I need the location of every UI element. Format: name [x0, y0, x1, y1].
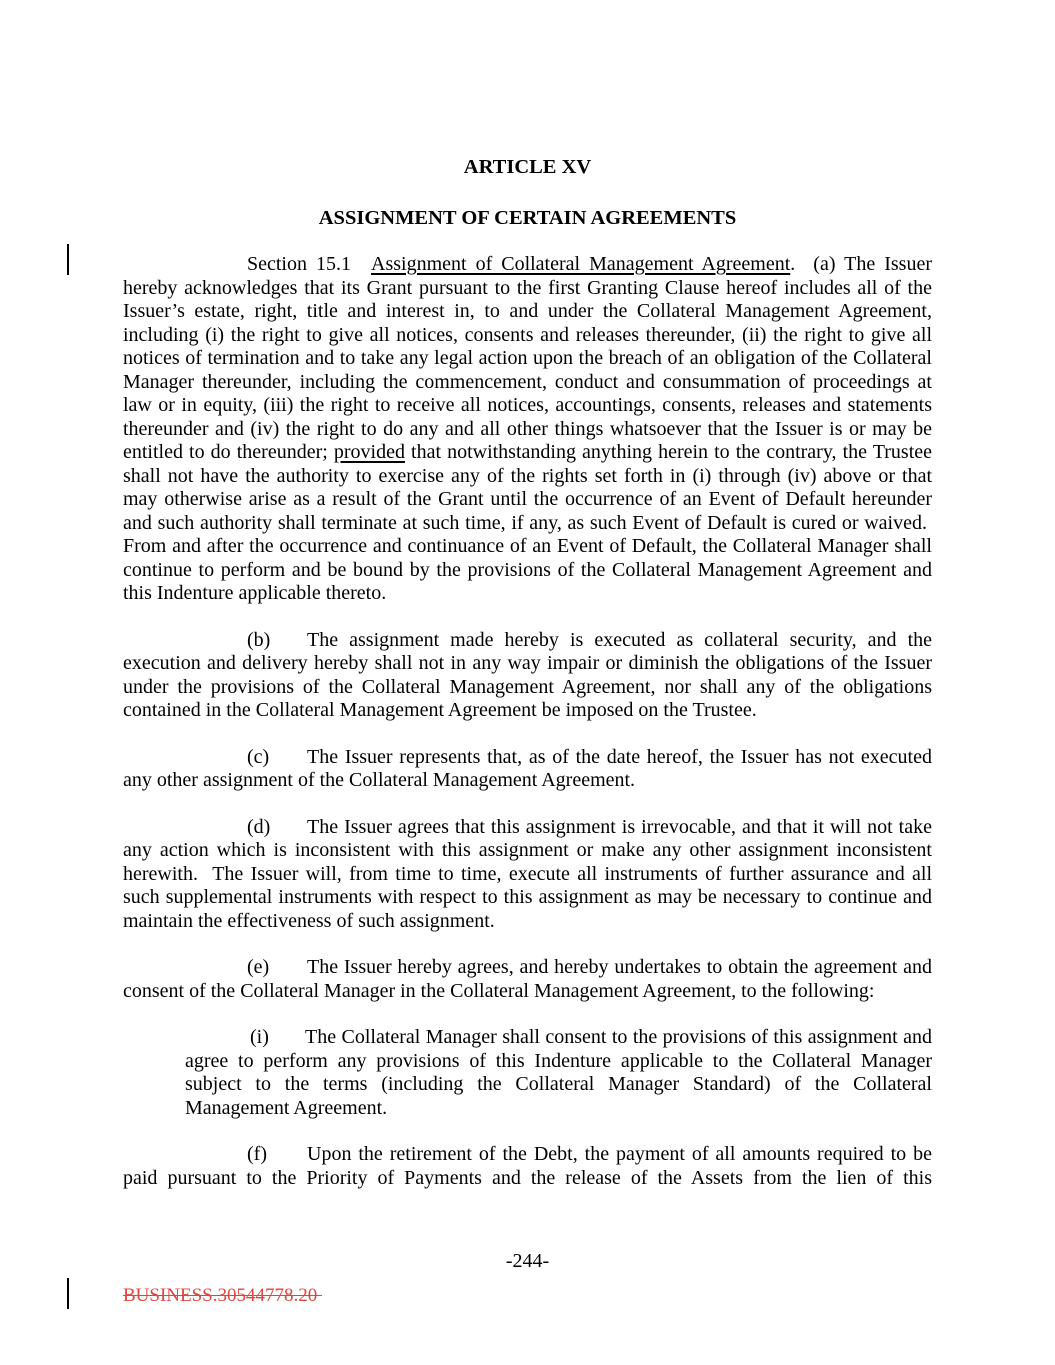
paragraph-label: (c) — [247, 745, 270, 768]
text-run: The Issuer agrees that this assignment is irrevocable, and that it will not take any action which is inconsistent with this assignment or make any other assignment inconsistent herewith. The Issuer will, from time to time, execute all instruments of further assurance and all such supplemental instruments with respect to this assignment as may be necessary to continue and maintain the effectiveness of such assignment. — [123, 815, 932, 932]
change-bar-section-15-1 — [67, 244, 69, 275]
paragraphs — [123, 253, 932, 1190]
text-run: . (a) The Issuer hereby acknowledges that its Grant pursuant to the first Granting Clause hereof includes all of the Issuer’s estate, right, title and interest in, to and under the Collateral Management Agreement, including (i) the right to give all notices, consents and releases thereunder, (ii) the right to give all notices of termination and to take any legal action upon the breach of an obligation of the Collateral Manager thereunder, including the commencement, conduct and consummation of proceedings at law or in equity, (iii) the right to receive all notices, accountings, consents, releases and statements thereunder and (iv) the right to do any and all other things whatsoever that the Issuer is or may be entitled to do thereunder; — [123, 253, 932, 463]
text-run: that notwithstanding anything herein to the contrary, the Trustee shall not have the authority to exercise any of the rights set forth in (i) through (iv) above or that may otherwise arise as a result of the Grant until the occurrence of an Event of Default hereunder and such authority shall terminate at such time, if any, as such Event of Default is cured or waived. From and after the occurrence and continuance of an Event of Default, the Collateral Manager shall continue to perform and be bound by the provisions of the Collateral Management Agreement and this Indenture applicable thereto. — [123, 441, 933, 604]
paragraph-section-15-1-a — [123, 253, 932, 606]
paragraph-d — [123, 816, 932, 934]
text-run: The Issuer hereby agrees, and hereby undertakes to obtain the agreement and consent of the Collateral Manager in the Collateral Management Agreement, to the following: — [123, 956, 932, 1002]
paragraph-label: (i) — [250, 1026, 269, 1048]
paragraph-c — [123, 746, 932, 793]
text-run: Section 15.1 — [247, 253, 351, 275]
underlined-text: Assignment of Collateral Management Agreement — [371, 253, 791, 275]
text-run: The Collateral Manager shall consent to the provisions of this assignment and agree to perform any provisions of this Indenture applicable to the Collateral Manager subject to the terms (including the Collateral Manager Standard) of the Collateral Management Agreement. — [185, 1026, 932, 1119]
footer-doc-id: BUSINESS.30544778.20 — [123, 1285, 322, 1306]
text-run: The assignment made hereby is executed as collateral security, and the execution and delivery hereby shall not in any way impair or diminish the obligations of the Issuer under the provisions of the Collateral Management Agreement, nor shall any of the obligations contained in the Collateral Management Agreement be imposed on the Trustee. — [123, 628, 932, 721]
article-title: ARTICLE XV — [463, 156, 592, 178]
tab-space — [351, 253, 371, 277]
page-number: -244- — [505, 1250, 550, 1272]
paragraph-b — [123, 629, 932, 723]
paragraph-label: (d) — [247, 815, 271, 838]
underlined-text: provided — [333, 441, 405, 463]
paragraph-label: (b) — [247, 628, 271, 651]
paragraph-label: (e) — [247, 956, 270, 978]
article-subtitle: ASSIGNMENT OF CERTAIN AGREEMENTS — [318, 206, 737, 229]
text-run: The Issuer represents that, as of the date hereof, the Issuer has not executed any other assignment of the Collateral Management Agreement. — [123, 745, 932, 791]
paragraph-e — [123, 956, 932, 1003]
paragraph-e-i — [185, 1026, 932, 1120]
change-bar-footer — [67, 1278, 69, 1309]
text-run: Upon the retirement of the Debt, the payment of all amounts required to be paid pursuant to the Priority of Payments and the release of the Assets from the lien of this — [123, 1143, 932, 1189]
paragraph-f — [123, 1143, 932, 1190]
paragraph-label: (f) — [247, 1143, 267, 1165]
